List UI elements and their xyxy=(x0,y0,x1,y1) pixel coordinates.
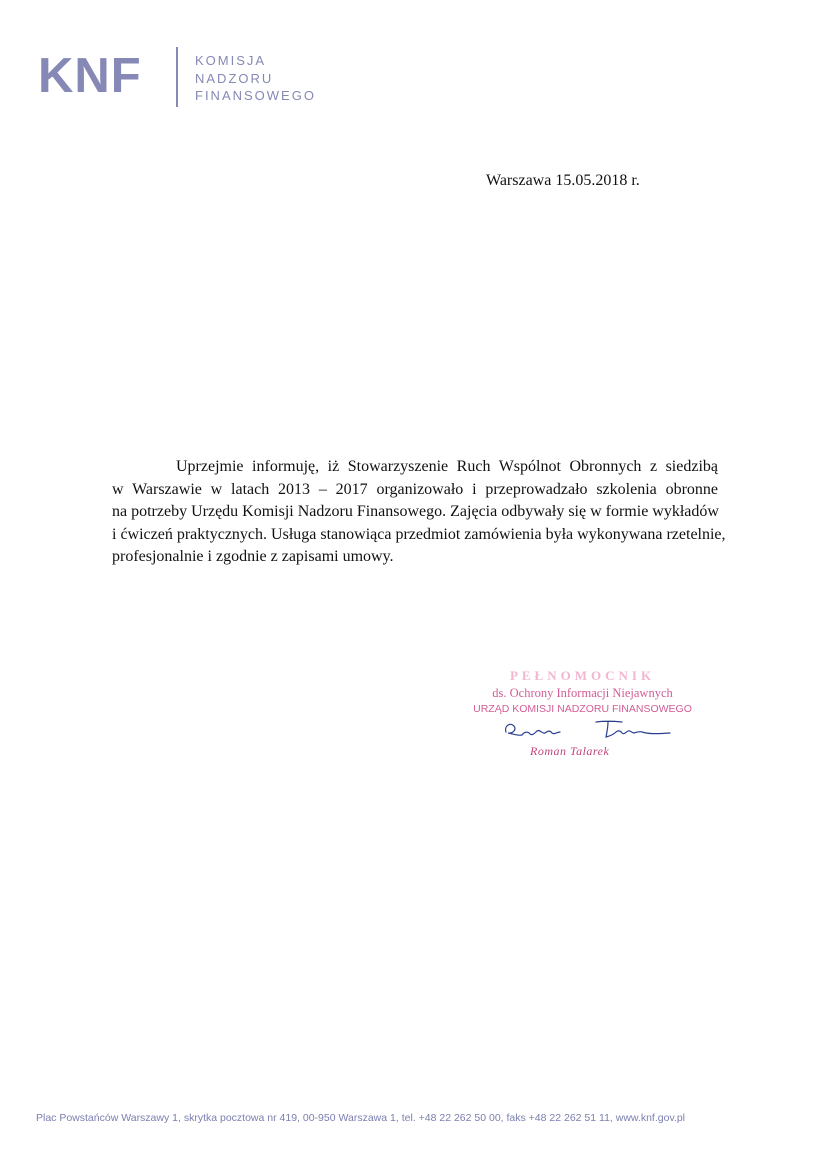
footer-address: Plac Powstańców Warszawy 1, skrytka pocztowa nr 419, 00-950 Warszawa 1, tel. +48 22 262 50 00, faks +48 22 262 51 11, www.knf.gov.pl xyxy=(36,1112,686,1124)
body-line: i ćwiczeń praktycznych. Usługa stanowiąca przedmiot zamówienia była wykonywana rzetelnie, xyxy=(112,525,726,543)
body-line: Uprzejmie informuję, iż Stowarzyszenie Ruch Wspólnot Obronnych z siedzibą xyxy=(176,458,718,475)
stamp-office: ds. Ochrony Informacji Niejawnych xyxy=(492,686,673,700)
logo-full-name xyxy=(195,52,316,105)
handwritten-signature xyxy=(500,716,680,744)
logo-divider xyxy=(176,47,178,107)
body-line: profesjonalnie i zgodnie z zapisami umowy. xyxy=(112,548,394,565)
letter-body xyxy=(112,456,726,569)
knf-logo: KNF xyxy=(38,49,142,103)
stamp-institution: URZĄD KOMISJI NADZORU FINANSOWEGO xyxy=(473,703,692,715)
logo-line: KOMISJA xyxy=(195,53,267,68)
date-line: Warszawa 15.05.2018 r. xyxy=(486,172,640,189)
body-line: na potrzeby Urzędu Komisji Nadzoru Finansowego. Zajęcia odbywały się w formie wykładów xyxy=(112,503,719,520)
logo-line: NADZORU xyxy=(195,70,274,86)
stamp-name: Roman Talarek xyxy=(530,744,610,758)
official-stamp xyxy=(455,668,710,715)
logo-line: FINANSOWEGO xyxy=(195,88,316,103)
body-line: w Warszawie w latach 2013 – 2017 organizowało i przeprowadzało szkolenia obronne xyxy=(112,480,718,498)
stamp-title: PEŁNOMOCNIK xyxy=(509,668,656,683)
